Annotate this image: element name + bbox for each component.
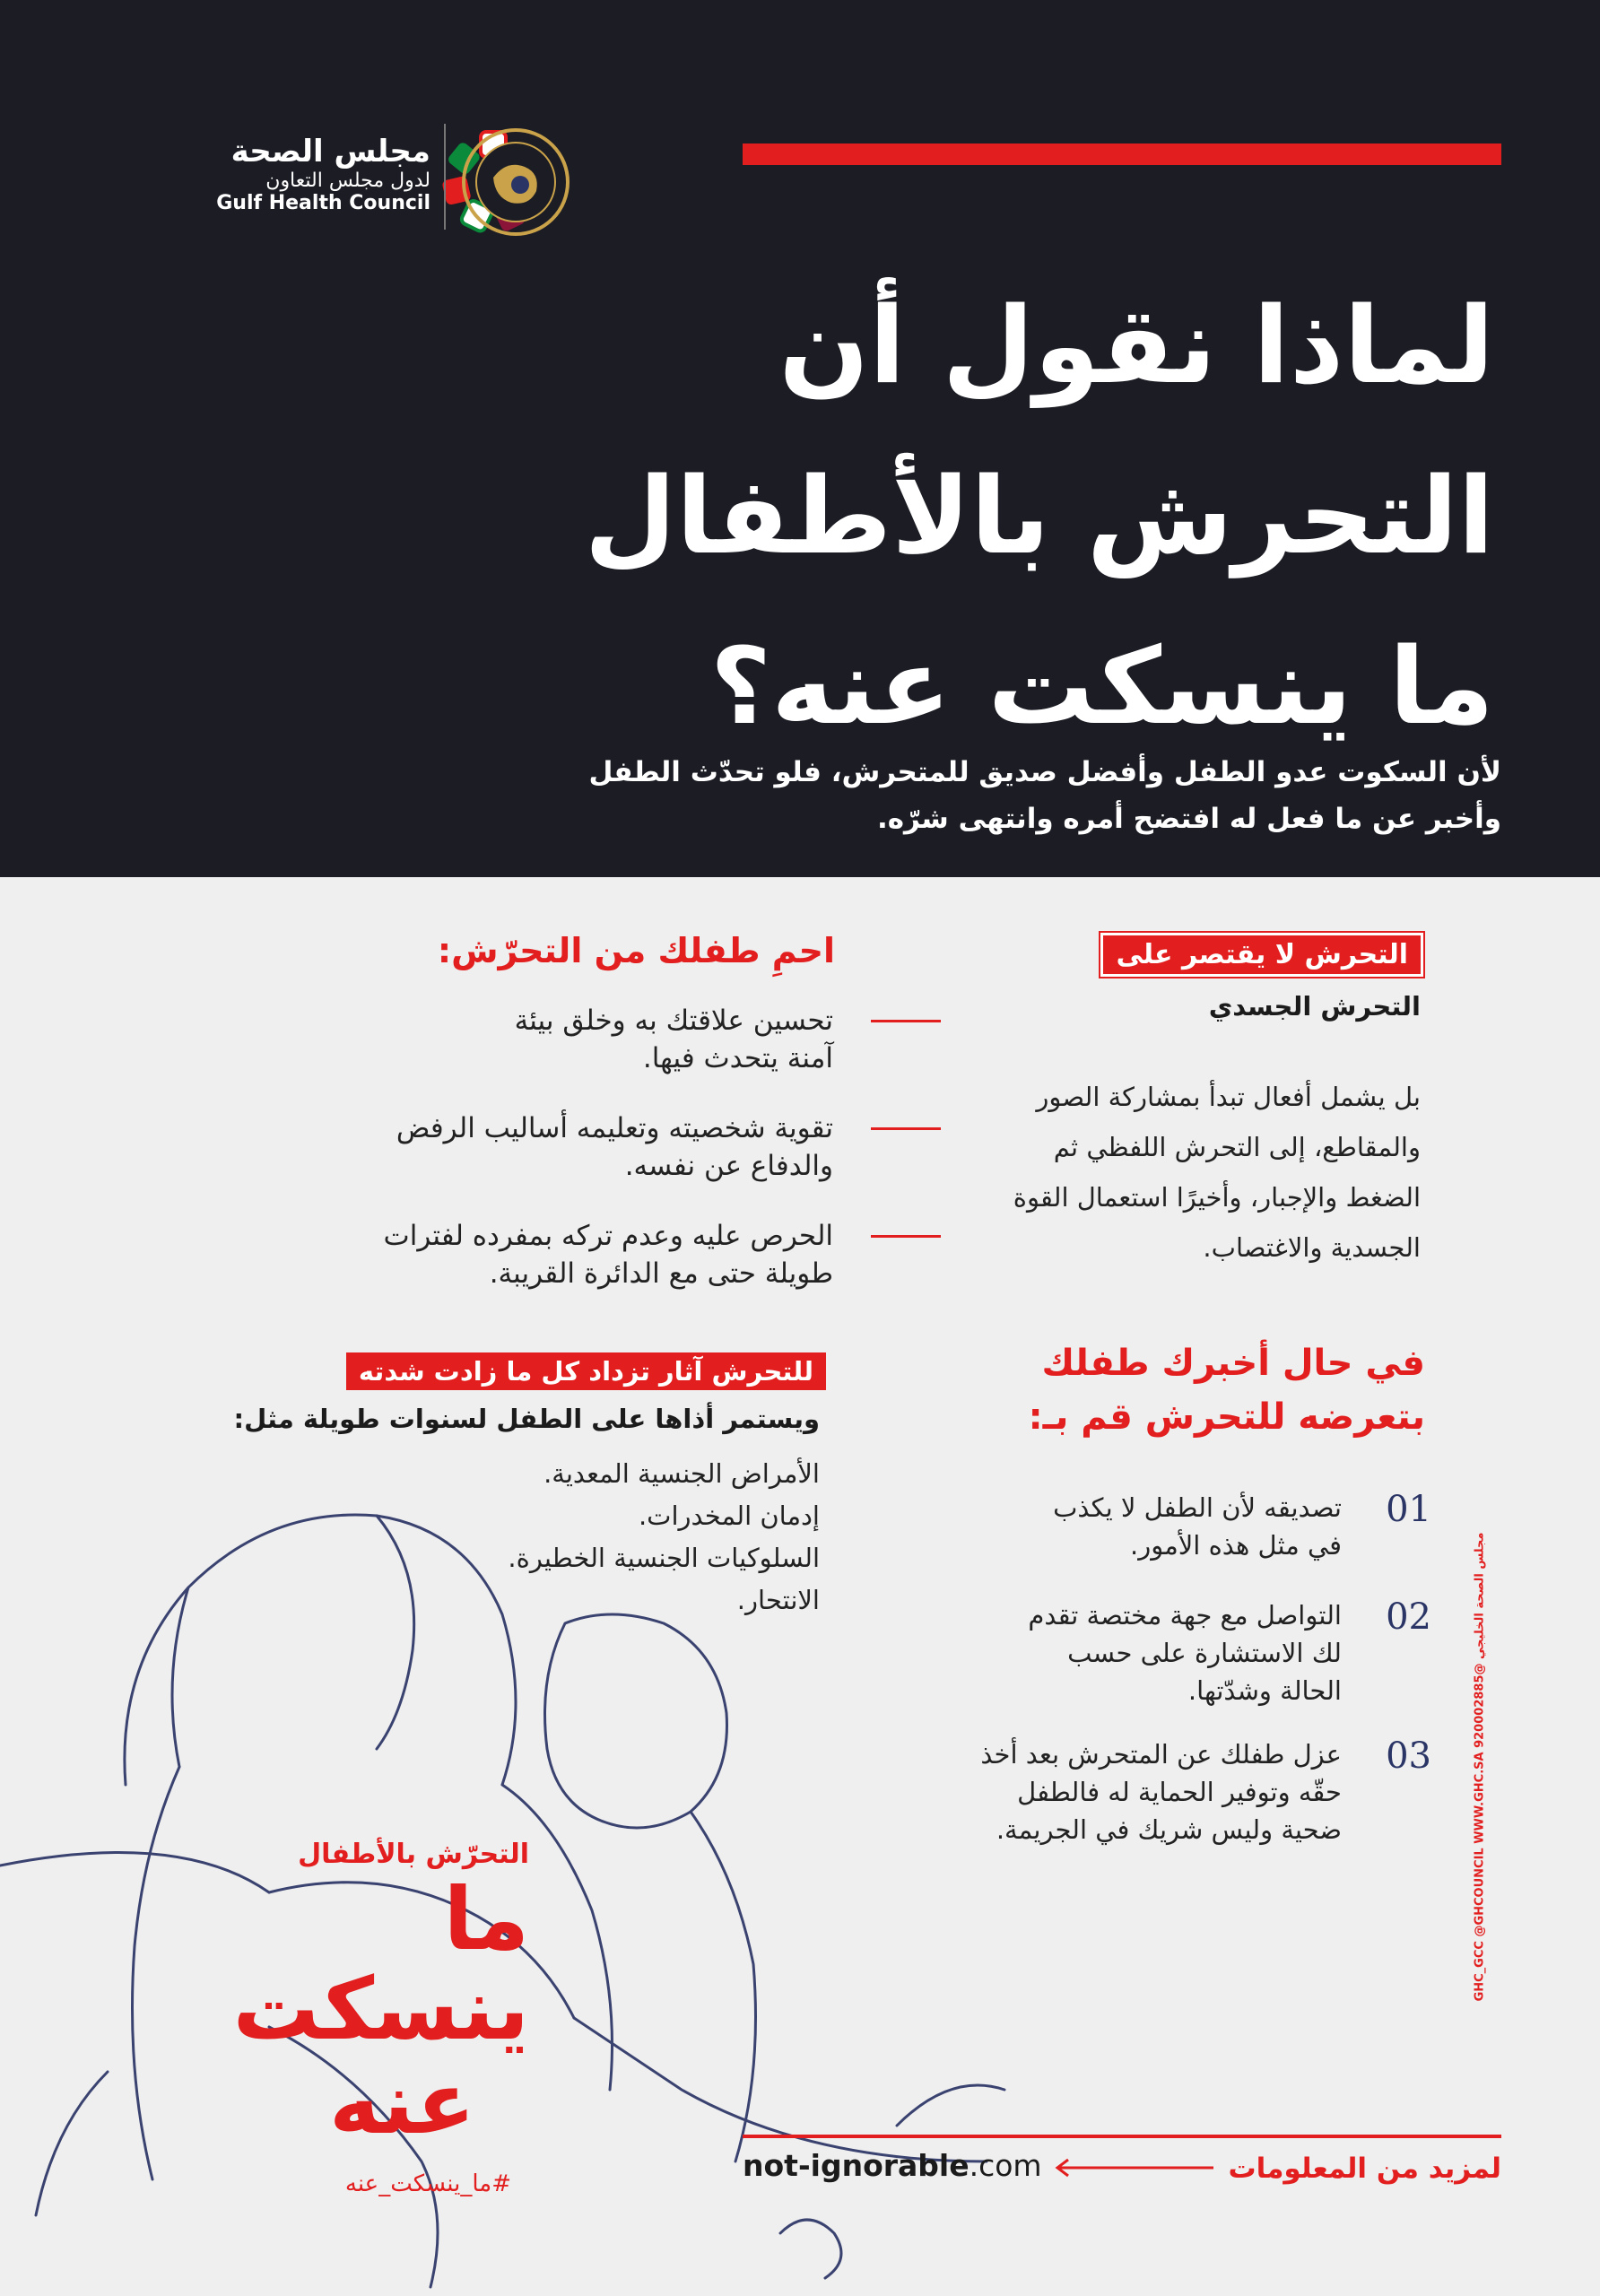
header-red-bar bbox=[743, 144, 1501, 165]
bullet-dash bbox=[871, 1127, 941, 1130]
definition-line-1: بل يشمل أفعال تبدأ بمشاركة الصور bbox=[1036, 1082, 1421, 1112]
if-child-tells-heading bbox=[887, 1336, 1425, 1444]
definition-line-2: والمقاطع، إلى التحرش اللفظي ثم bbox=[1053, 1132, 1421, 1162]
bullet-3-line-2: طويلة حتى مع الدائرة القريبة. bbox=[489, 1257, 833, 1290]
effects-label: للتحرش آثار تزداد كل ما زادت شدته bbox=[346, 1352, 826, 1390]
logo-group bbox=[117, 117, 583, 242]
title-line-2: التحرش بالأطفال bbox=[584, 454, 1494, 578]
effect-item: إدمان المخدرات. bbox=[638, 1500, 820, 1531]
logo-divider bbox=[444, 124, 446, 230]
heading-line-2: بتعرضه للتحرش قم بـ: bbox=[1028, 1396, 1425, 1438]
harassment-definition bbox=[865, 1072, 1421, 1273]
title-line-1: لماذا نقول أن bbox=[778, 283, 1494, 407]
heading-line-1: في حال أخبرك طفلك bbox=[1041, 1343, 1425, 1384]
effect-item: الأمراض الجنسية المعدية. bbox=[543, 1458, 820, 1489]
bullet-2-line-1: تقوية شخصيته وتعليمه أساليب الرفض bbox=[396, 1112, 833, 1144]
council-logo-text bbox=[216, 135, 430, 215]
more-info-label: لمزيد من المعلومات bbox=[1228, 2152, 1501, 2185]
bullet-text bbox=[331, 1109, 833, 1185]
gcc-seal-icon bbox=[457, 124, 574, 240]
step-1-line-1: تصديقه لأن الطفل لا يكذب bbox=[1053, 1492, 1342, 1523]
step-2-line-3: الحالة وشدّتها. bbox=[1187, 1675, 1342, 1706]
stamp-hashtag: #ما_ينسكت_عنه bbox=[344, 2170, 511, 2197]
effects-list bbox=[508, 1453, 820, 1622]
step-3-line-2: حقّه وتوفير الحماية له فالطفل bbox=[1017, 1777, 1342, 1807]
bullet-dash bbox=[871, 1020, 941, 1022]
bullet-3-line-1: الحرص عليه وعدم تركه بمفرده لفترات bbox=[383, 1220, 833, 1252]
url-rest: .com bbox=[969, 2148, 1042, 2183]
bullet-1-line-1: تحسين علاقتك به وخلق بيئة bbox=[514, 1004, 833, 1037]
logo-sub-ar: لدول مجلس التعاون bbox=[265, 170, 430, 193]
effects-subtitle: ويستمر أذاها على الطفل لسنوات طويلة مثل: bbox=[233, 1404, 820, 1434]
logo-name-ar: مجلس الصحة bbox=[230, 134, 430, 170]
stamp-top-text: التحرّش بالأطفال bbox=[298, 1839, 529, 1870]
bullet-2-line-2: والدفاع عن نفسه. bbox=[624, 1150, 833, 1182]
bullet-1-line-2: آمنة يتحدث فيها. bbox=[642, 1042, 833, 1074]
footer-red-line bbox=[743, 2135, 1501, 2138]
intro-paragraph bbox=[425, 749, 1501, 842]
step-3-line-3: ضحية وليس شريك في الجريمة. bbox=[996, 1814, 1342, 1845]
stamp-big-3: عنه bbox=[329, 2053, 475, 2153]
url-bold: not-ignorable bbox=[743, 2148, 970, 2183]
protection-bullet bbox=[331, 1109, 833, 1185]
definition-line-3: الضغط والإجبار، وأخيرًا استعمال القوة bbox=[1013, 1182, 1421, 1213]
not-limited-label: التحرش لا يقتصر على bbox=[1100, 933, 1423, 977]
step-number: 03 bbox=[1386, 1735, 1431, 1777]
step-1-line-2: في مثل هذه الأمور. bbox=[1130, 1530, 1342, 1561]
campaign-stamp bbox=[117, 1839, 529, 2215]
step-3-line-1: عزل طفلك عن المتحرش بعد أخذ bbox=[980, 1739, 1342, 1770]
intro-line-1: لأن السكوت عدو الطفل وأفضل صديق للمتحرش، فلو تحدّث الطفل bbox=[588, 756, 1501, 788]
website-link[interactable] bbox=[743, 2148, 1042, 2183]
contact-sidebar bbox=[1462, 1489, 1498, 2045]
step-2-line-2: لك الاستشارة على حسب bbox=[1067, 1638, 1342, 1668]
definition-line-4: الجسدية والاغتصاب. bbox=[1203, 1232, 1421, 1263]
sidebar-contact-text: مجلس الصحة الخليجي @GHC_GCC @GHCOUNCIL WWW.GHC.SA 920002885 bbox=[1473, 1532, 1487, 2002]
intro-line-2: وأخبر عن ما فعل له افتضح أمره وانتهى شرّه. bbox=[876, 803, 1501, 835]
effect-item: السلوكيات الجنسية الخطيرة. bbox=[508, 1543, 820, 1573]
protect-child-heading: احمِ طفلك من التحرّش: bbox=[437, 931, 835, 970]
title-line-3: ما ينسكت عنه؟ bbox=[709, 624, 1494, 748]
physical-harassment-subtitle: التحرش الجسدي bbox=[1208, 991, 1421, 1022]
logo-name-en: Gulf Health Council bbox=[216, 192, 430, 215]
step-number: 01 bbox=[1386, 1489, 1431, 1530]
bullet-text bbox=[331, 1002, 833, 1077]
stamp-big-1: ما bbox=[443, 1869, 529, 1970]
step-2-line-1: التواصل مع جهة مختصة تقدم bbox=[1028, 1600, 1342, 1631]
bullet-dash bbox=[871, 1235, 941, 1238]
protection-bullet bbox=[331, 1002, 833, 1077]
stamp-big-2: ينسكت bbox=[232, 1959, 529, 2059]
arrow-left-icon bbox=[1054, 2157, 1215, 2179]
page-title bbox=[508, 260, 1494, 771]
protection-bullet bbox=[331, 1217, 833, 1292]
bullet-text bbox=[331, 1217, 833, 1292]
step-number: 02 bbox=[1386, 1596, 1431, 1638]
effect-item: الانتحار. bbox=[736, 1585, 820, 1615]
